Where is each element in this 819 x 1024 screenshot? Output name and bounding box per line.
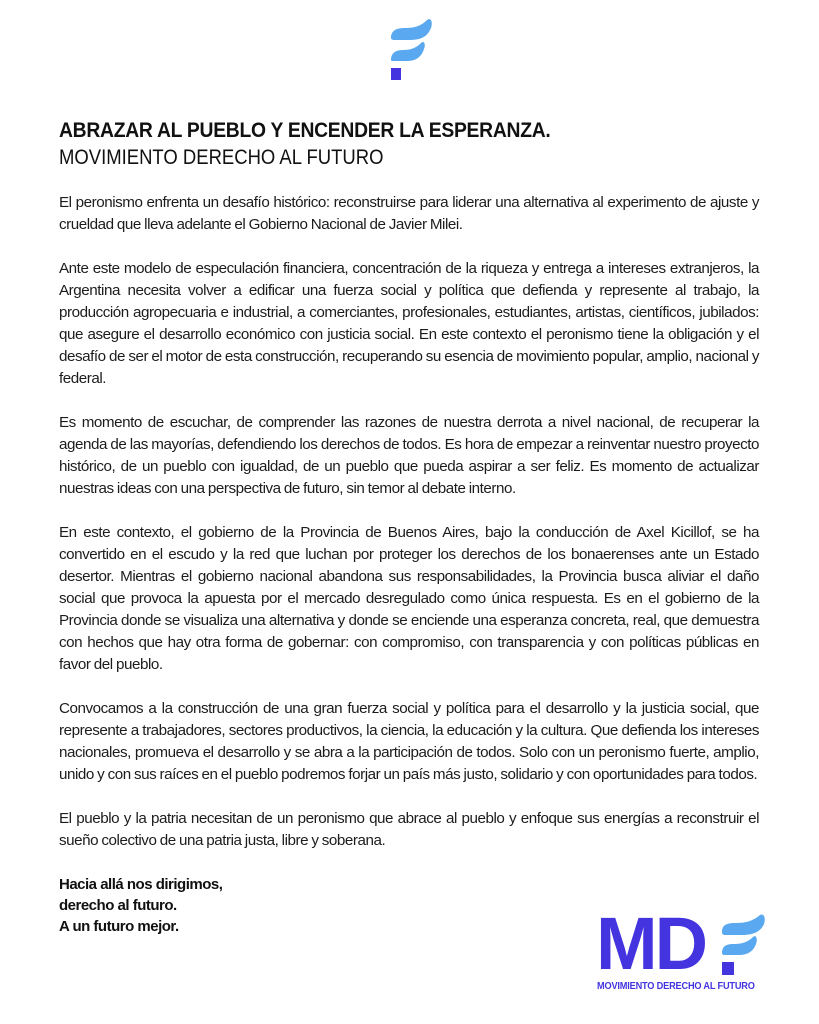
- paragraph: Convocamos a la construcción de una gran fuerza social y política para el desarrollo y la justicia social, que represente a trabajadores, sectores productivos, la ciencia, la educación y la cultura. Que defienda los intereses nacionales, promueva el desarrollo y se abra a la participación de todos. Solo con un peronismo fuerte, amplio, unido y con sus raíces en el pueblo podremos forjar un país más justo, solidario y con oportunidades para todos.: [59, 700, 759, 783]
- document-body: [59, 192, 759, 937]
- document-subtitle: MOVIMIENTO DERECHO AL FUTURO: [59, 146, 384, 169]
- document-title: ABRAZAR AL PUEBLO Y ENCENDER LA ESPERANZA.: [59, 119, 551, 142]
- mdf-f-icon: [389, 18, 433, 84]
- paragraph: El peronismo enfrenta un desafío histórico: reconstruirse para liderar una alternativa al experimento de ajuste y crueldad que lleva adelante el Gobierno Nacional de Javier Milei.: [59, 194, 759, 233]
- closing-line: A un futuro mejor.: [59, 918, 179, 935]
- mdf-logo-caption: MOVIMIENTO DERECHO AL FUTURO: [597, 981, 755, 992]
- paragraph: En este contexto, el gobierno de la Provincia de Buenos Aires, bajo la conducción de Axel Kicillof, se ha convertido en el escudo y la red que luchan por proteger los derechos de los bonaerenses ante un Estado desertor. Mientras el gobierno nacional abandona sus responsabilidades, la Provincia busca aliviar el daño social que provoca la apuesta por el mercado desregulado como única respuesta. Es en el gobierno de la Provincia donde se visualiza una alternativa y donde se enciende una esperanza concreta, real, que demuestra con hechos que hay otra forma de gobernar: con compromiso, con transparencia y con políticas públicas en favor del pueblo.: [59, 524, 759, 673]
- closing-line: derecho al futuro.: [59, 897, 177, 914]
- mdf-logo: [596, 902, 768, 996]
- paragraph: Es momento de escuchar, de comprender las razones de nuestra derrota a nivel nacional, de recuperar la agenda de las mayorías, defendiendo los derechos de todos. Es hora de empezar a reinventar nuestro proyecto histórico, de un pueblo con igualdad, de un pueblo que pueda aspirar a ser feliz. Es momento de actualizar nuestras ideas con una perspectiva de futuro, sin temor al debate interno.: [59, 414, 759, 497]
- paragraph: Ante este modelo de especulación financiera, concentración de la riqueza y entrega a intereses extranjeros, la Argentina necesita volver a edificar una fuerza social y política que defienda y represente al trabajo, la producción agropecuaria e industrial, a comerciantes, profesionales, estudiantes, artistas, científicos, jubilados: que asegure el desarrollo económico con justicia social. En este contexto el peronismo tiene la obligación y el desafío de ser el motor de esta construcción, recuperando su esencia de movimiento popular, amplio, nacional y federal.: [59, 260, 759, 387]
- closing-line: Hacia allá nos dirigimos,: [59, 876, 223, 893]
- paragraph: El pueblo y la patria necesitan de un peronismo que abrace al pueblo y enfoque sus energías a reconstruir el sueño colectivo de una patria justa, libre y soberana.: [59, 810, 759, 849]
- mdf-f-icon: [720, 914, 766, 976]
- mdf-logo-letters: MD: [596, 902, 706, 985]
